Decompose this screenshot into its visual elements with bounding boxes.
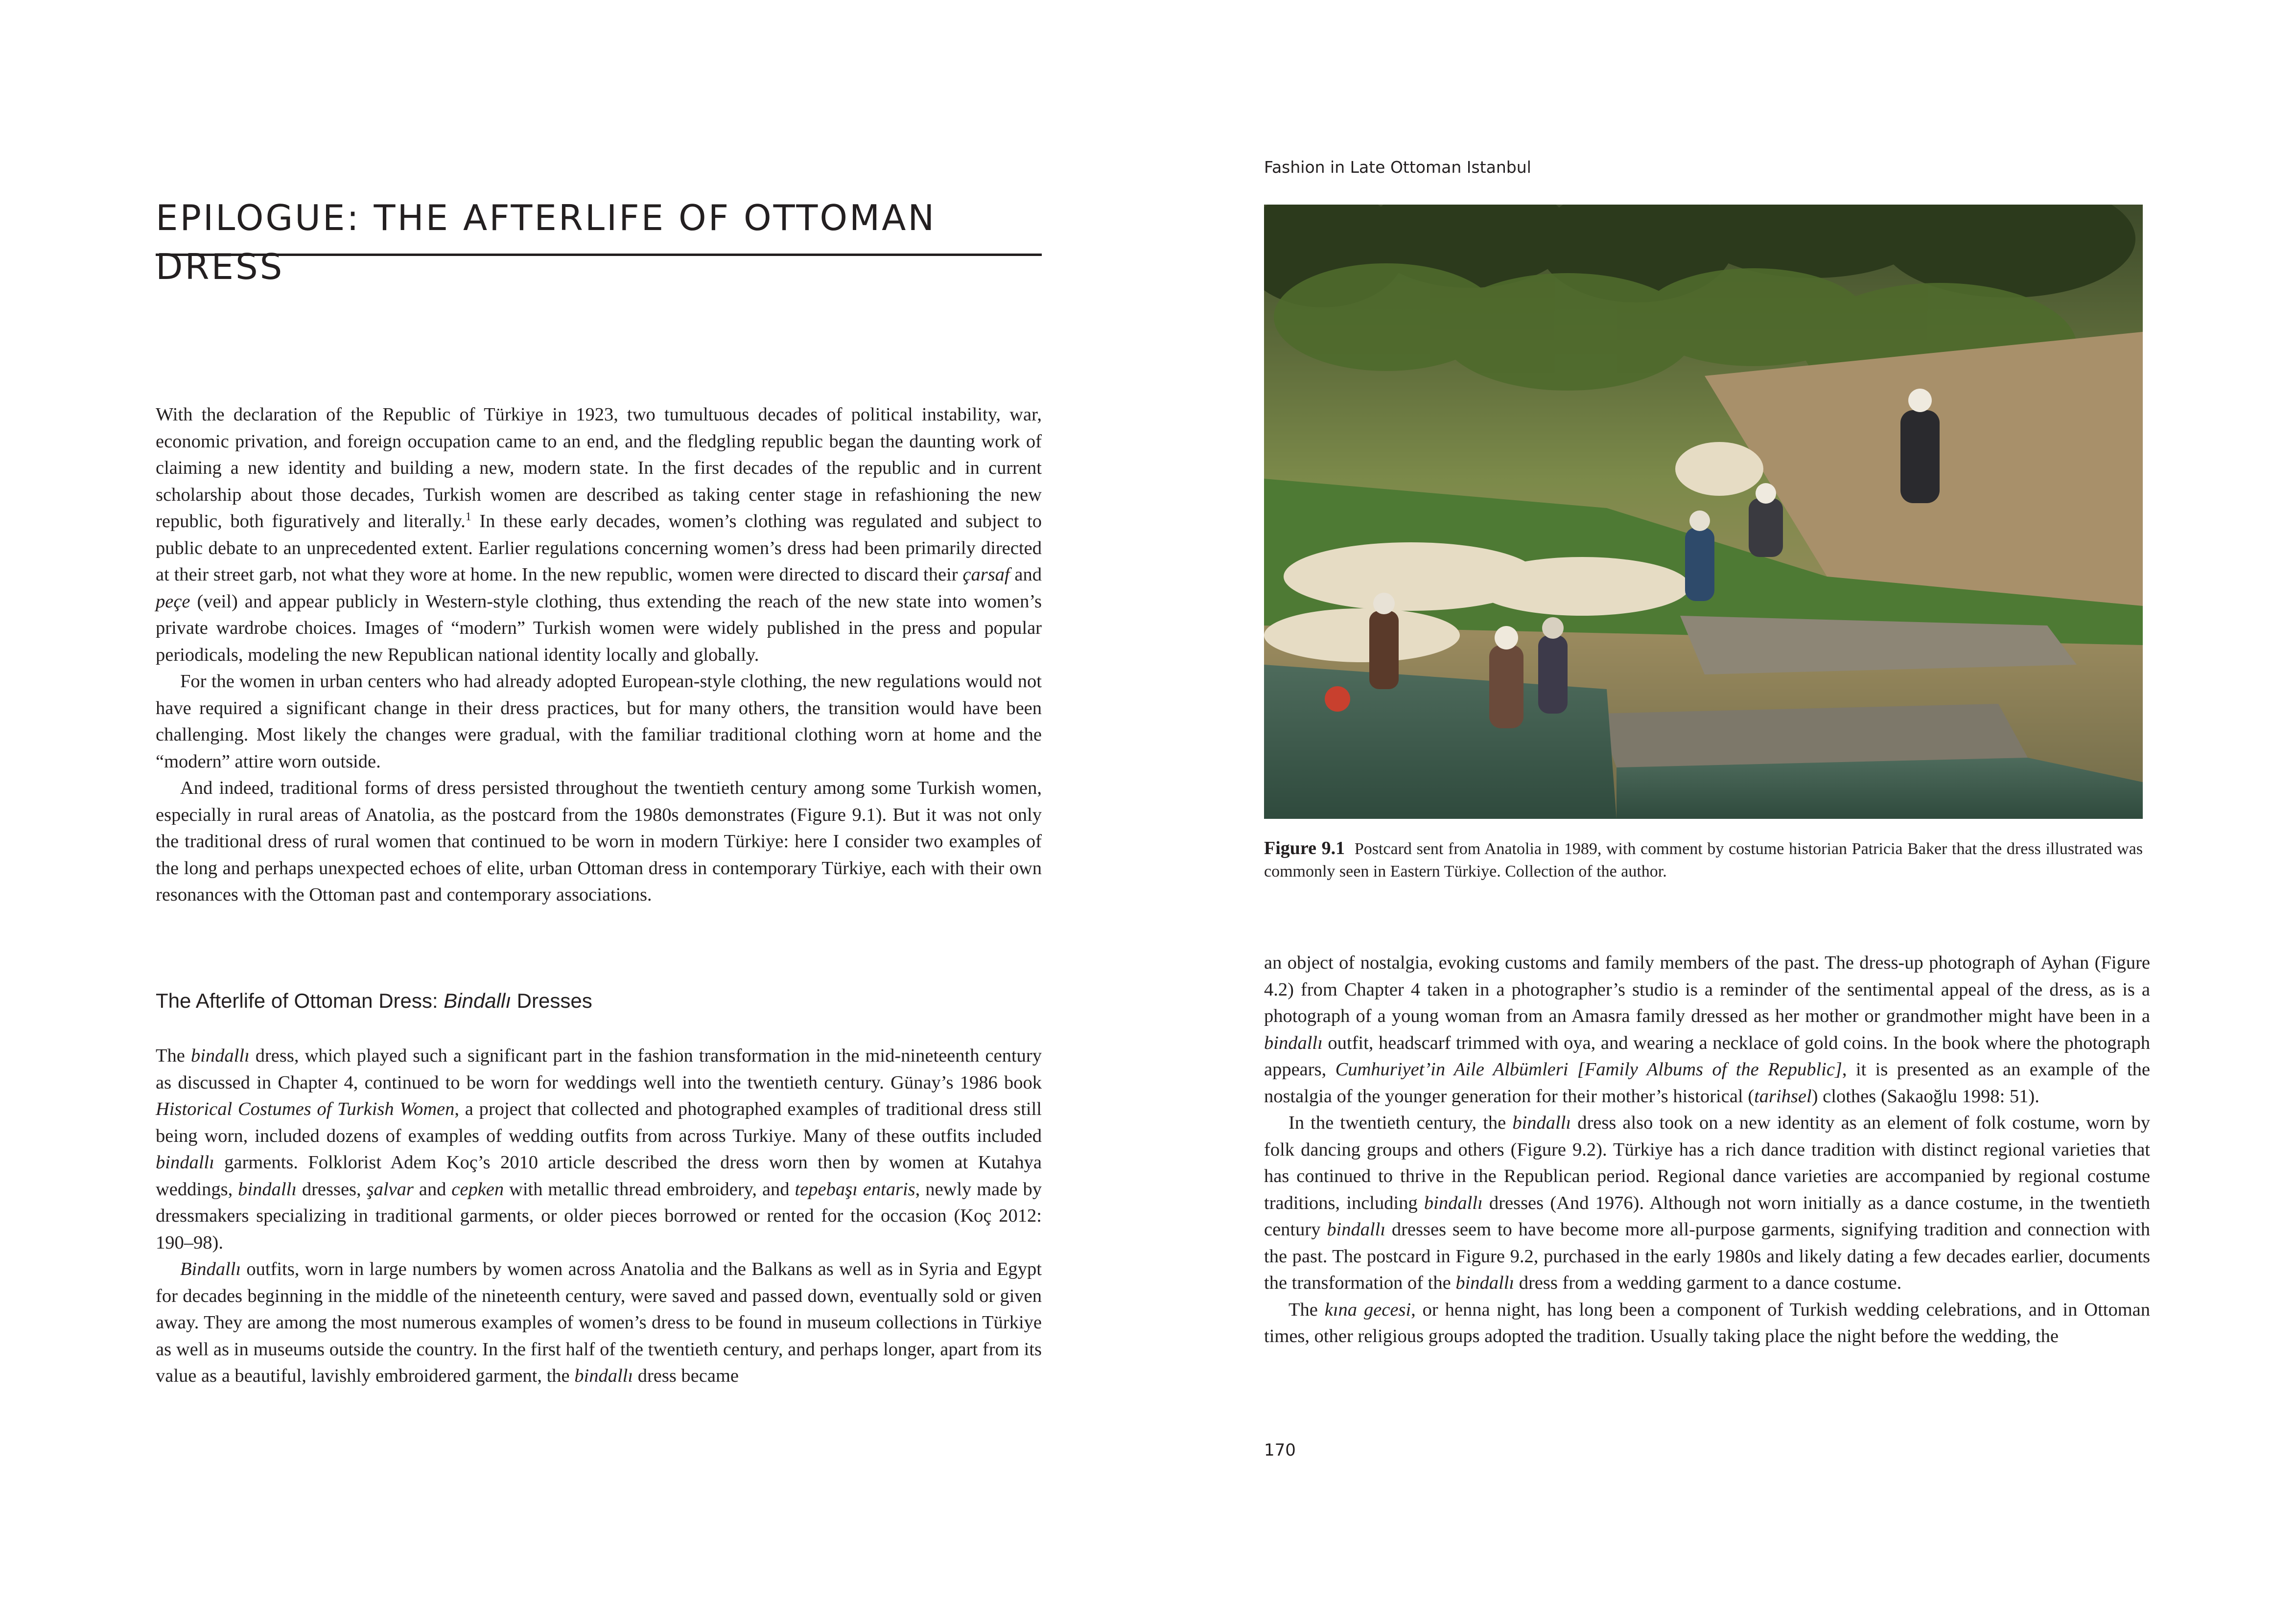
text-run: dress, which played such a significant part in the fashion transformation in the mid-nineteenth century as discussed in Chapter 4, continued to be worn for weddings well into the twentieth century. Günay’s 1986 book bbox=[156, 1045, 1042, 1093]
paragraph bbox=[1264, 1297, 2150, 1350]
figure-9-1-photo bbox=[1264, 205, 2143, 819]
italic-term: bindallı bbox=[574, 1366, 633, 1386]
text-run: With the declaration of the Republic of Türkiye in 1923, two tumultuous decades of political instability, war, economic privation, and foreign occupation came to an end, and the fledgling republic began the daunting work of claiming a new identity and building a new, modern state. In the first decades of the republic and in current scholarship about those decades, Turkish women are described as taking center stage in refashioning the new republic, both figuratively and literally. bbox=[156, 404, 1042, 532]
italic-term: şalvar bbox=[366, 1179, 414, 1200]
paragraph bbox=[156, 775, 1042, 908]
text-run: garments. Folklorist Adem Koç’s 2010 article described the dress worn then by women at Kutahya weddings, bbox=[156, 1152, 1042, 1200]
text-run: , or henna night, has long been a component of Turkish wedding celebrations, and in Ottoman times, other religious groups adopted the tradition. Usually taking place the night before the wedding, the bbox=[1264, 1299, 2150, 1346]
italic-term: bindallı bbox=[1264, 1032, 1323, 1053]
running-head: Fashion in Late Ottoman Istanbul bbox=[1264, 158, 1531, 177]
text-run: and bbox=[1009, 564, 1042, 585]
italic-term: bindallı bbox=[1327, 1219, 1386, 1240]
italic-term: peçe bbox=[156, 591, 190, 612]
title-rule bbox=[156, 254, 1042, 256]
figure-caption-text: Postcard sent from Anatolia in 1989, with comment by costume historian Patricia Baker that the dress illustrated was commonly seen in Eastern Türkiye. Collection of the author. bbox=[1264, 840, 2143, 881]
paragraph bbox=[156, 668, 1042, 775]
text-run: The bbox=[156, 1045, 191, 1066]
italic-term: bindallı bbox=[1424, 1192, 1483, 1213]
italic-term: Bindallı bbox=[180, 1259, 241, 1279]
text-run: dresses (And 1976). Although not worn initially as a dance costume, in the twentieth century bbox=[1264, 1192, 2150, 1240]
text-run: dresses seem to have become more all-purpose garments, signifying tradition and connection with the past. The postcard in Figure 9.2, purchased in the early 1980s and likely dating a few decades earlier, documents the transformation of the bbox=[1264, 1219, 2150, 1293]
text-run: In the twentieth century, the bbox=[1289, 1113, 1513, 1133]
text-run: The bbox=[1289, 1299, 1325, 1320]
section-heading bbox=[156, 988, 1042, 1014]
paragraph bbox=[1264, 1110, 2150, 1297]
text-run: and bbox=[413, 1179, 452, 1200]
italic-term: Bindallı bbox=[444, 989, 511, 1012]
postcard-photo-illustration bbox=[1264, 205, 2143, 819]
text-run: outfits, worn in large numbers by women across Anatolia and the Balkans as well as in Syria and Egypt for decades beginning in the middle of the nineteenth century, were saved and passed down, eventually sold or given away. They are among the most numerous examples of women’s dress to be found in museum collections in Türkiye as well as in museums outside the country. In the first half of the twentieth century, and perhaps longer, apart from its value as a beautiful, lavishly embroidered garment, the bbox=[156, 1259, 1042, 1386]
italic-term: bindallı bbox=[1512, 1113, 1571, 1133]
right-body-text bbox=[1264, 950, 2150, 1350]
figure-label: Figure 9.1 bbox=[1264, 838, 1345, 858]
italic-term: tarihsel bbox=[1754, 1086, 1812, 1107]
page-number: 170 bbox=[1264, 1440, 1296, 1460]
text-run: dress from a wedding garment to a dance costume. bbox=[1514, 1273, 1902, 1293]
text-run: , it is presented as an example of the nostalgia of the younger generation for their mother’s historical ( bbox=[1264, 1059, 2150, 1107]
section-body-text bbox=[156, 1043, 1042, 1390]
text-run: , newly made by dressmakers specializing in traditional garments, or older pieces borrowed or rented for the occasion (Koç 2012: 190–98). bbox=[156, 1179, 1042, 1253]
text-run: ) clothes (Sakaoğlu 1998: 51). bbox=[1811, 1086, 2039, 1107]
italic-term: çarsaf bbox=[962, 564, 1010, 585]
italic-term: bindallı bbox=[238, 1179, 297, 1200]
paragraph bbox=[156, 1043, 1042, 1256]
text-run: an object of nostalgia, evoking customs and family members of the past. The dress-up photograph of Ayhan (Figure 4.2) from Chapter 4 taken in a photographer’s studio is a reminder of the sentimental appeal of the dress, as is a photograph of a young woman from an Amasra family dressed as her mother or grandmother might have been in a bbox=[1264, 952, 2150, 1026]
italic-term: tepebaşı entaris bbox=[795, 1179, 915, 1200]
italic-term: bindallı bbox=[156, 1152, 214, 1173]
text-run: For the women in urban centers who had already adopted European-style clothing, the new regulations would not have required a significant change in their dress practices, but for many others, the transition would have been challenging. Most likely the changes were gradual, with the familiar traditional clothing worn at home and the “modern” attire worn outside. bbox=[156, 671, 1042, 772]
italic-term: Cumhuriyet’in Aile Albümleri [Family Albums of the Republic] bbox=[1335, 1059, 1842, 1080]
italic-term: Historical Costumes of Turkish Women bbox=[156, 1099, 455, 1119]
text-run: In these early decades, women’s clothing was regulated and subject to public debate to an unprecedented extent. Earlier regulations concerning women’s dress had been primarily directed at their street garb, not what they wore at home. In the new republic, women were directed to discard their bbox=[156, 511, 1042, 585]
text-run: dress became bbox=[633, 1366, 739, 1386]
paragraph bbox=[156, 1256, 1042, 1390]
italic-term: kına gecesi bbox=[1324, 1299, 1411, 1320]
footnote-marker: 1 bbox=[465, 510, 471, 524]
text-run: (veil) and appear publicly in Western-style clothing, thus extending the reach of the new state into women’s private wardrobe choices. Images of “modern” Turkish women were widely published in the press and popular periodicals, modeling the new Republican national identity locally and globally. bbox=[156, 591, 1042, 665]
text-run: And indeed, traditional forms of dress persisted throughout the twentieth century among some Turkish women, especially in rural areas of Anatolia, as the postcard from the 1980s demonstrates (Figure 9.1). But it was not only the traditional dress of rural women that continued to be worn in modern Türkiye: here I consider two examples of the long and perhaps unexpected echoes of elite, urban Ottoman dress in contemporary Türkiye, each with their own resonances with the Ottoman past and contemporary associations. bbox=[156, 778, 1042, 905]
italic-term: cepken bbox=[451, 1179, 504, 1200]
text-run: Dresses bbox=[511, 989, 592, 1012]
text-run: outfit, headscarf trimmed with oya, and wearing a necklace of gold coins. In the book where the photograph appears, bbox=[1264, 1032, 2150, 1080]
paragraph bbox=[156, 401, 1042, 668]
text-run: dress also took on a new identity as an element of folk costume, worn by folk dancing groups and others (Figure 9.2). Türkiye has a rich dance tradition with distinct regional varieties that has continued to thrive in the Republican period. Regional dance varieties are accompanied by regional costume traditions, including bbox=[1264, 1113, 2150, 1213]
text-run: dresses, bbox=[296, 1179, 367, 1200]
figure-caption bbox=[1264, 837, 2143, 883]
text-run: , a project that collected and photographed examples of traditional dress still being worn, included dozens of examples of wedding outfits from across Turkiye. Many of these outfits included bbox=[156, 1099, 1042, 1146]
intro-text bbox=[156, 401, 1042, 908]
paragraph bbox=[1264, 950, 2150, 1110]
chapter-title: EPILOGUE: THE AFTERLIFE OF OTTOMAN DRESS bbox=[156, 197, 937, 287]
italic-term: bindallı bbox=[190, 1045, 250, 1066]
italic-term: bindallı bbox=[1455, 1273, 1515, 1293]
text-run: The Afterlife of Ottoman Dress: bbox=[156, 989, 444, 1012]
text-run: with metallic thread embroidery, and bbox=[504, 1179, 795, 1200]
